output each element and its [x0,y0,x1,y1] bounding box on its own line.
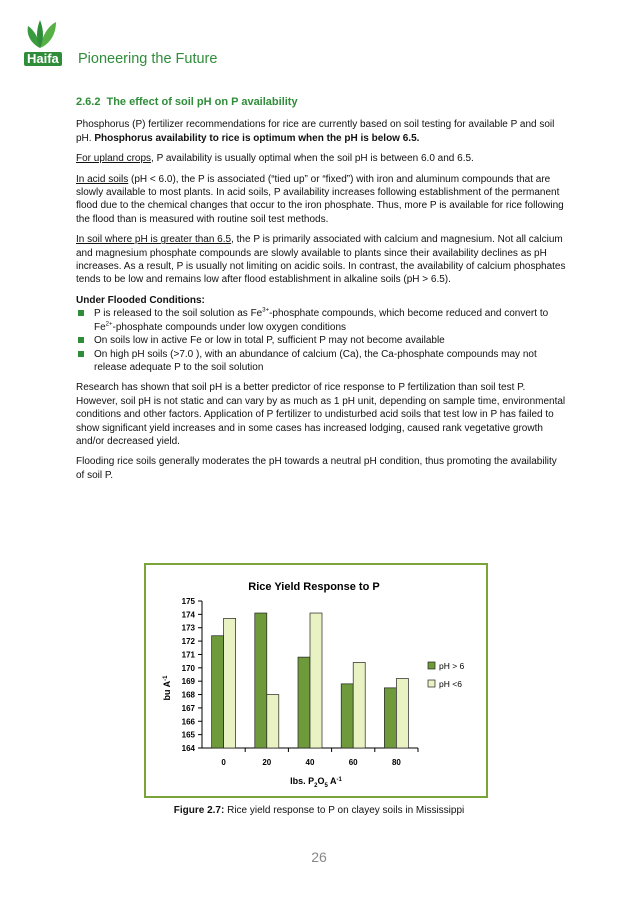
paragraph-3 [76,173,566,227]
chart-title: Rice Yield Response to P [248,581,380,593]
y-tick-label: 169 [181,677,195,687]
bar-ph-above-6 [298,657,310,748]
y-axis-label-main: bu A [162,680,172,701]
bullet-1-sup-1: 3+ [262,307,270,314]
y-tick-label: 166 [181,717,195,727]
section-title: The effect of soil pH on P availability [106,96,298,108]
paragraph-2 [76,152,566,165]
x-tick-label: 20 [262,758,272,767]
page-number: 26 [311,849,327,865]
upland-crops-term: For upland crops [76,153,152,165]
paragraph-6: Flooding rice soils generally moderates the pH towards a neutral pH condition, thus promoting the availability of soil P. [76,456,557,481]
paragraph-1 [76,118,566,145]
y-tick-label: 170 [181,663,195,673]
rice-yield-chart [144,563,488,798]
figure-caption [0,805,638,816]
x-tick-label: 0 [221,758,226,767]
bar-ph-below-6 [224,618,236,748]
paragraph-4 [76,233,566,287]
x-axis-ticks [221,748,418,767]
section-heading [76,96,566,109]
bar-ph-above-6 [384,688,396,748]
y-axis-label [162,675,172,701]
list-item [76,348,566,375]
main-content [76,96,566,489]
y-tick-label: 164 [181,744,195,753]
y-tick-label: 168 [181,690,195,700]
bullet-1-text-a: P is released to the soil solution as Fe [94,308,263,320]
x-axis-label-sub2: 5 [324,783,328,789]
bar-ph-below-6 [396,679,408,748]
paragraph-1-text: Phosphorus (P) fertilizer recommendations for rice are currently based on soil testing for available P and soil pH. [76,119,555,144]
flooded-conditions-heading: Under Flooded Conditions: [76,294,205,306]
bar-ph-below-6 [353,662,365,748]
chart-legend [428,661,465,689]
header-tagline: Pioneering the Future [78,51,218,67]
x-tick-label: 80 [391,758,401,767]
bar-ph-below-6 [267,695,279,748]
y-tick-label: 175 [181,597,195,606]
x-tick-label: 60 [348,758,358,767]
bar-ph-above-6 [212,636,224,748]
bullet-3-text: On high pH soils (>7.0 ), with an abundance of calcium (Ca), the Ca-phosphate compounds may not release adequate P to the soil solution [94,348,537,373]
y-tick-label: 165 [181,730,195,740]
section-number: 2.6.2 [76,96,101,108]
legend-swatch [428,662,435,669]
bar-ph-above-6 [341,684,353,748]
y-tick-label: 174 [181,610,195,620]
bar-group [212,613,409,748]
list-item [76,334,566,347]
y-tick-label: 172 [181,637,195,647]
paragraph-2-text: , P availability is usually optimal when the soil pH is between 6.0 and 6.5. [151,153,474,165]
figure-label: Figure 2.7: [173,805,225,816]
paragraph-5: Research has shown that soil pH is a better predictor of rice response to P fertilization than soil test P. However, soil pH is not static and can vary by as much as 1 pH unit, depending on sample time, environmental conditions and other factors. Application of P fertilizer to undisturbed acid soils that test low in P has failed to show significant yield increases and in some cases has increased lodging, caused rank vegetative growth and/or decreased yield. [76,382,566,447]
figure-caption-text: Rice yield response to P on clayey soils in Mississippi [224,805,465,816]
bar-ph-above-6 [255,613,267,748]
high-ph-soil-term: In soil where pH is greater than 6.5 [76,234,232,246]
x-tick-label: 40 [305,758,315,767]
x-axis-label-mid: O [317,776,325,786]
legend-label: pH <6 [439,679,462,689]
x-axis-label-main: lbs. P [290,776,315,786]
bullet-1-sup-2: 2+ [105,321,113,328]
chart-canvas [146,565,486,796]
y-tick-label: 167 [181,703,195,713]
x-axis-label [290,776,342,789]
y-tick-label: 171 [181,650,195,660]
flooded-conditions-list [76,307,566,374]
bar-ph-below-6 [310,613,322,748]
square-bullet-icon [78,351,84,357]
bullet-2-text: On soils low in active Fe or low in total P, sufficient P may not become available [94,335,445,347]
paragraph-4-text: , the P is primarily associated with calcium and magnesium. Not all calcium and magnesium phosphate compounds are slowly available to plants since their availability declines as pH increases. As a result, P is usually not limiting on acidic soils. In contrast, the availability of calcium phosphates tends to be low and remains low after flood establishment in alkaline soils (pH > 6.5). [76,234,566,286]
paragraph-3-text: (pH < 6.0), the P is associated (“tied up” or “fixed”) with iron and aluminum compounds that are slowly available to most plants. In acid soils, P availability increases following establishment of the permanent flood due to the chemical changes that occur to the iron phosphate. Thus, more P is available for rice following the flood than is measured with routine soil test methods. [76,173,564,225]
x-axis-label-after: A [327,776,337,786]
y-tick-label: 173 [181,623,195,633]
brand-name: Haifa [24,52,62,66]
square-bullet-icon [78,337,84,343]
legend-swatch [428,680,435,687]
paragraph-1-emphasis: Phosphorus availability to rice is optimum when the pH is below 6.5. [94,132,420,144]
x-axis-label-sup: -1 [336,777,342,783]
y-axis-label-sup: -1 [163,675,169,681]
acid-soils-term: In acid soils [76,173,129,185]
bullet-1-text-c: -phosphate compounds under low oxygen conditions [112,321,347,333]
legend-label: pH > 6 [439,661,465,671]
list-item [76,307,566,334]
square-bullet-icon [78,310,84,316]
x-axis-label-sub: 2 [314,783,318,789]
bullet-1-text-b: -phosphate compounds, which become reduced and convert to Fe [94,308,549,333]
